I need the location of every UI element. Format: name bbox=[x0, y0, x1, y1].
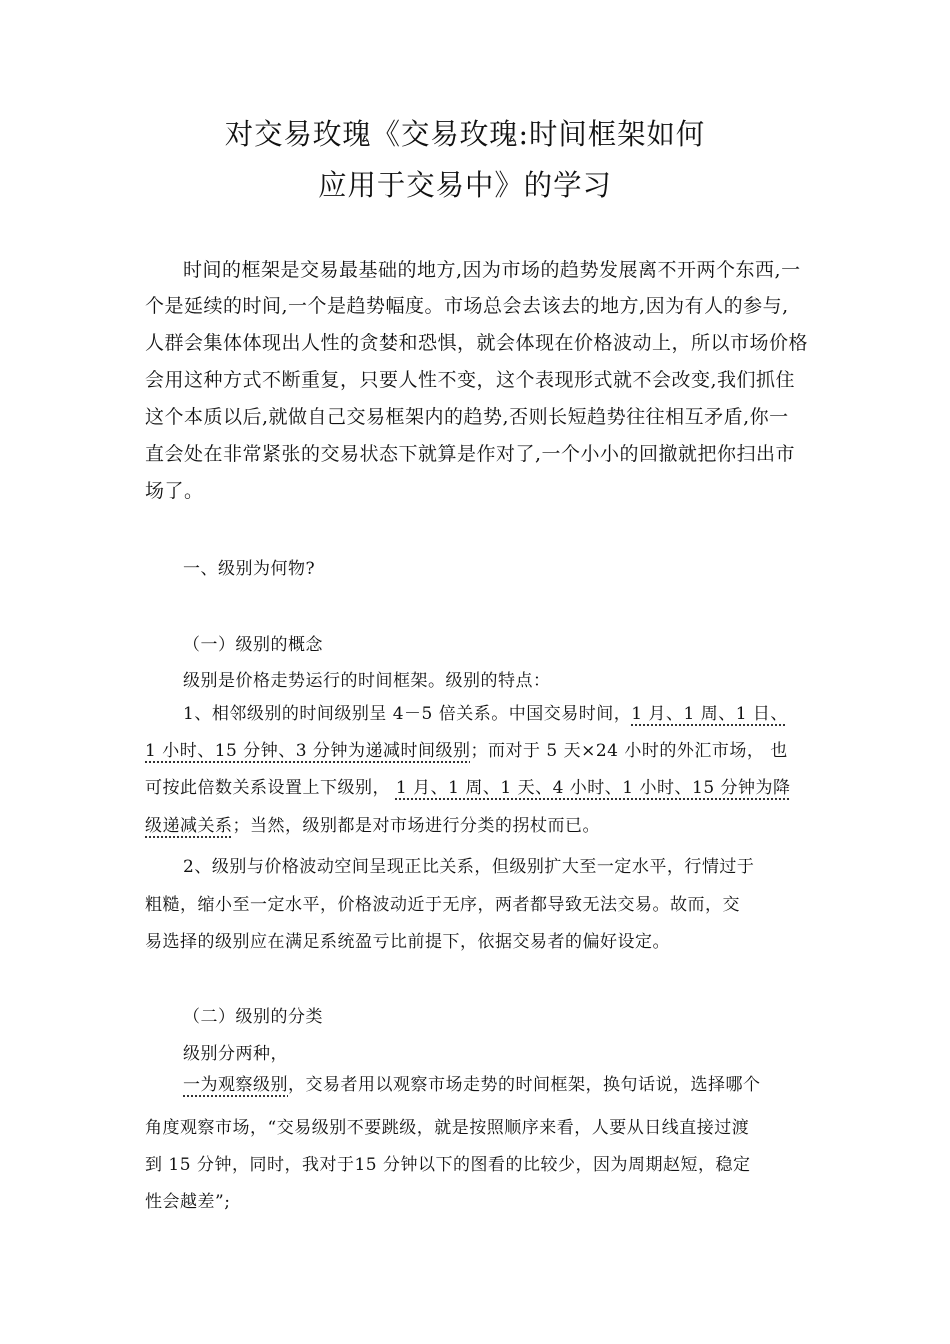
document-title-line1: 对交易玫瑰《交易玫瑰:时间框架如何 bbox=[224, 117, 706, 151]
class1-line: 角度观察市场，“交易级别不要跳级，就是按照顺序来看，人要从日线直接过渡 bbox=[145, 1118, 750, 1138]
subsection-heading: （一）级别的概念 bbox=[183, 635, 323, 655]
text-span: 可按此倍数关系设置上下级别， bbox=[145, 778, 396, 798]
intro-line: 个是延续的时间,一个是趋势幅度。市场总会去该去的地方,因为有人的参与, bbox=[145, 295, 789, 317]
point1-line1 bbox=[183, 702, 788, 726]
intro-line: 这个本质以后,就做自己交易框架内的趋势,否则长短趋势往往相互矛盾,你一 bbox=[145, 406, 789, 428]
point1-line4 bbox=[145, 814, 600, 838]
text-span: ，交易者用以观察市场走势的时间框架，换句话说，选择哪个 bbox=[288, 1075, 761, 1095]
text-span: ；而对于 5 天×24 小时的外汇市场， 也 bbox=[470, 741, 788, 761]
intro-line: 场了。 bbox=[145, 480, 204, 502]
point2-line: 粗糙，缩小至一定水平，价格波动近于无序，两者都导致无法交易。故而，交 bbox=[145, 895, 740, 915]
subsection-intro: 级别是价格走势运行的时间框架。级别的特点： bbox=[183, 671, 551, 691]
class1-line1 bbox=[183, 1073, 761, 1097]
subsection-intro: 级别分两种， bbox=[183, 1044, 288, 1064]
class1-line: 性会越差”; bbox=[145, 1192, 231, 1212]
text-span: ；当然，级别都是对市场进行分类的拐杖而已。 bbox=[232, 816, 600, 836]
intro-line: 时间的框架是交易最基础的地方,因为市场的趋势发展离不开两个东西,一 bbox=[183, 259, 801, 281]
emphasis-span: 级递减关系 bbox=[145, 816, 233, 836]
emphasis-span: 1 月、1 周、1 天、4 小时、1 小时、15 分钟为降 bbox=[395, 778, 791, 798]
section-heading: 一、级别为何物? bbox=[183, 559, 316, 579]
document-title-line2: 应用于交易中》的学习 bbox=[318, 168, 612, 202]
class1-line: 到 15 分钟，同时，我对于15 分钟以下的图看的比较少，因为周期赵短，稳定 bbox=[145, 1155, 751, 1175]
subsection-heading: （二）级别的分类 bbox=[183, 1007, 323, 1027]
point2-line: 易选择的级别应在满足系统盈亏比前提下，依据交易者的偏好设定。 bbox=[145, 932, 670, 952]
point1-line2 bbox=[145, 739, 788, 763]
intro-line: 会用这种方式不断重复，只要人性不变，这个表现形式就不会改变,我们抓住 bbox=[145, 369, 796, 391]
emphasis-span: 1 小时、15 分钟、3 分钟为递减时间级别 bbox=[145, 741, 471, 761]
intro-line: 人群会集体体现出人性的贪婪和恐惧，就会体现在价格波动上，所以市场价格 bbox=[145, 332, 809, 354]
text-span: 1、相邻级别的时间级别呈 4－5 倍关系。中国交易时间， bbox=[183, 704, 632, 724]
emphasis-span: 一为观察级别 bbox=[183, 1075, 288, 1095]
emphasis-span: 1 月、1 周、1 日、 bbox=[631, 704, 788, 724]
point1-line3 bbox=[145, 776, 791, 800]
point2-line: 2、级别与价格波动空间呈现正比关系，但级别扩大至一定水平，行情过于 bbox=[183, 857, 755, 877]
intro-line: 直会处在非常紧张的交易状态下就算是作对了,一个小小的回撤就把你扫出市 bbox=[145, 443, 796, 465]
